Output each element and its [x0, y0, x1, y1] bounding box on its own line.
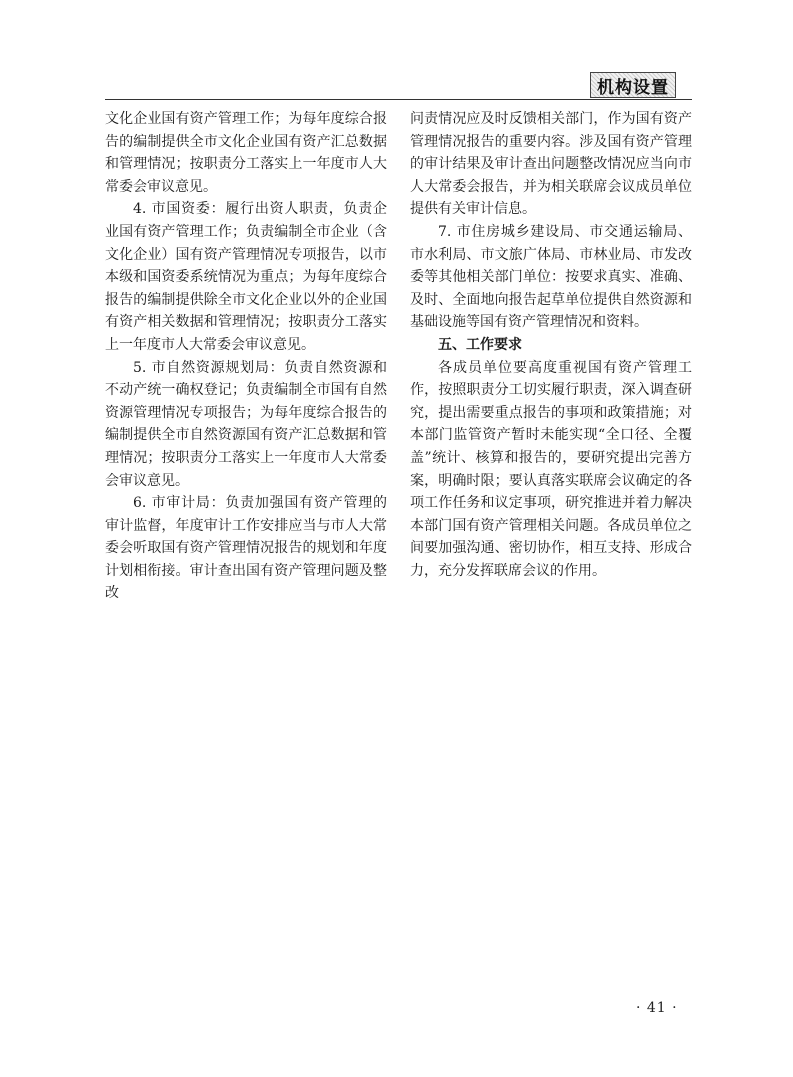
section-title: 机构设置 [597, 77, 669, 98]
paragraph-continuation: 文化企业国有资产管理工作；为每年度综合报告的编制提供全市文化企业国有资产汇总数据和管理情况；按职责分工落实上一年度市人大常委会审议意见。 [105, 111, 387, 195]
paragraph-item-5: 5. 市自然资源规划局：负责自然资源和不动产统一确权登记；负责编制全市国有自然资源管理情况专项报告；为每年度综合报告的编制提供全市自然资源国有资产汇总数据和管理情况；按职责分工落实上一年度市人大常委会审议意见。 [105, 359, 387, 489]
paragraph-item-4: 4. 市国资委：履行出资人职责，负责企业国有资产管理工作；负责编制全市企业（含文化企业）国有资产管理情况专项报告，以市本级和国资委系统情况为重点；为每年度综合报告的编制提供除全市文化企业以外的企业国有资产相关数据和管理情况；按职责分工落实上一年度市人大常委会审议意见。 [105, 201, 387, 353]
page-number: · 41 · [636, 1000, 678, 1016]
header-rule [105, 99, 692, 100]
left-column [105, 108, 387, 605]
section-title-tag [590, 72, 676, 98]
paragraph-work-requirements: 各成员单位要高度重视国有资产管理工作，按照职责分工切实履行职责，深入调查研究，提出需要重点报告的事项和政策措施；对本部门监管资产暂时未能实现“全口径、全覆盖”统计、核算和报告的，要研究提出完善方案，明确时限；要认真落实联席会议确定的各项工作任务和议定事项，研究推进并着力解决本部门国有资产管理相关问题。各成员单位之间要加强沟通、密切协作，相互支持、形成合力，充分发挥联席会议的作用。 [410, 359, 692, 579]
section-heading: 五、工作要求 [438, 336, 522, 353]
paragraph-item-7: 7. 市住房城乡建设局、市交通运输局、市水利局、市文旅广体局、市林业局、市发改委等其他相关部门单位：按要求真实、准确、及时、全面地向报告起草单位提供自然资源和基础设施等国有资产管理情况和资料。 [410, 223, 692, 331]
paragraph-continuation: 问责情况应及时反馈相关部门，作为国有资产管理情况报告的重要内容。涉及国有资产管理的审计结果及审计查出问题整改情况应当向市人大常委会报告，并为相关联席会议成员单位提供有关审计信息。 [410, 111, 692, 218]
paragraph-item-6: 6. 市审计局：负责加强国有资产管理的审计监督，年度审计工作安排应当与市人大常委会听取国有资产管理情况报告的规划和年度计划相衔接。审计查出国有资产管理问题及整改 [105, 495, 387, 602]
right-column [410, 108, 692, 582]
